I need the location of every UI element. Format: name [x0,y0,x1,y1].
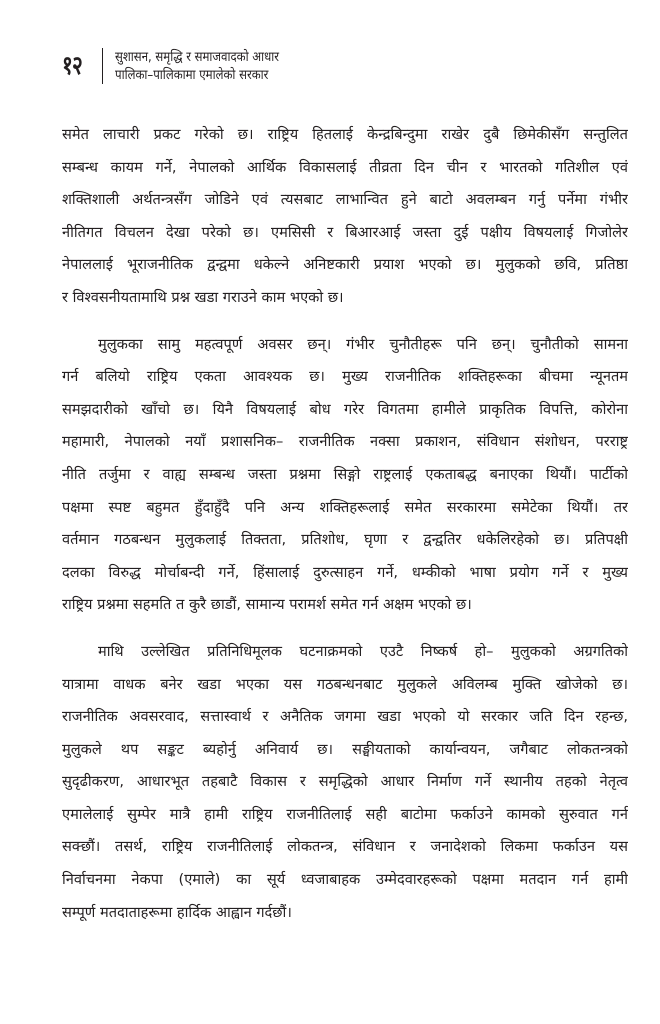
book-title-line-1: सुशासन, समृद्धि र समाजवादको आधार [115,49,280,65]
text-line: वर्तमान गठबन्धन मुलुकलाई तिक्तता, प्रतिशोध, घृणा र द्वन्द्वतिर धकेलिरहेको छ। प्रतिपक्षी [62,531,628,549]
text-line: एमालेलाई सुम्पेर मात्रै हामी राष्ट्रिय राजनीतिलाई सही बाटोमा फर्काउने कामको सुरुवात गर्न [62,805,628,823]
text-line: राजनीतिक अवसरवाद, सत्तास्वार्थ र अनैतिक जगमा खडा भएको यो सरकार जति दिन रहन्छ, [62,708,628,726]
body-text [62,119,628,943]
text-line: सक्छौं। तसर्थ, राष्ट्रिय राजनीतिलाई लोकतन्त्र, संविधान र जनादेशको लिकमा फर्काउन यस [62,838,628,856]
text-line: यात्रामा वाधक बनेर खडा भएका यस गठबन्धनबाट मुलुकले अविलम्ब मुक्ति खोजेको छ। [62,675,628,693]
text-line: नीतिगत विचलन देखा परेको छ। एमसिसी र बिआरआई जस्ता दुई पक्षीय विषयलाई गिजोलेर [62,223,628,241]
text-line: माथि उल्लेखित प्रतिनिधिमूलक घटनाक्रमको एउटै निष्कर्ष हो– मुलुकको अग्रगतिको [98,642,628,660]
text-line: मुलुकका सामु महत्वपूर्ण अवसर छन्। गंभीर चुनौतीहरू पनि छन्। चुनौतीको सामना [98,335,628,353]
paragraph-1 [62,119,628,315]
text-line: दलका विरुद्ध मोर्चाबन्दी गर्ने, हिंसालाई दुरुत्साहन गर्ने, धम्कीको भाषा प्रयोग गर्ने र मुख्य [62,563,628,581]
text-line: महामारी, नेपालको नयाँ प्रशासनिक– राजनीतिक नक्सा प्रकाशन, संविधान संशोधन, परराष्ट्र [62,433,628,451]
paragraph-2 [62,329,628,622]
text-line: समझदारीको खाँचो छ। यिनै विषयलाई बोध गरेर विगतमा हामीले प्राकृतिक विपत्ति, कोरोना [62,400,628,418]
page-number: १२ [62,51,83,81]
text-line: राष्ट्रिय प्रश्नमा सहमति त कुरै छाडौं, सामान्य परामर्श समेत गर्न अक्षम भएको छ। [62,596,472,614]
text-line: सम्बन्ध कायम गर्ने, नेपालको आर्थिक विकासलाई तीव्रता दिन चीन र भारतको गतिशील एवं [62,158,628,176]
book-title-line-2: पालिका–पालिकामा एमालेको सरकार [115,67,269,83]
text-line: र विश्वसनीयतामाथि प्रश्न खडा गराउने काम भएको छ। [62,288,344,306]
text-line: निर्वाचनमा नेकपा (एमाले) का सूर्य ध्वजाबाहक उम्मेदवारहरूको पक्षमा मतदान गर्न हामी [62,871,628,889]
header-divider [102,48,103,84]
text-line: नीति तर्जुमा र वाह्य सम्बन्ध जस्ता प्रश्नमा सिङ्गो राष्ट्रलाई एकताबद्ध बनाएका थियौं। पार्टीको [62,465,628,483]
text-line: गर्न बलियो राष्ट्रिय एकता आवश्यक छ। मुख्य राजनीतिक शक्तिहरूका बीचमा न्यूनतम [62,368,628,386]
text-line: सम्पूर्ण मतदाताहरूमा हार्दिक आह्वान गर्दछौं। [62,903,292,921]
text-line: सुदृढीकरण, आधारभूत तहबाटै विकास र समृद्धिको आधार निर्माण गर्ने स्थानीय तहको नेतृत्व [62,773,628,791]
text-line: मुलुकले थप सङ्कट ब्यहोर्नु अनिवार्य छ। सङ्घीयताको कार्यान्वयन, जगैबाट लोकतन्त्रको [62,740,628,758]
text-line: पक्षमा स्पष्ट बहुमत हुँदाहुँदै पनि अन्य शक्तिहरूलाई समेत सरकारमा समेटेका थियौं। तर [62,498,628,516]
paragraph-3 [62,636,628,929]
text-line: नेपाललाई भूराजनीतिक द्वन्द्वमा धकेल्ने अनिष्टकारी प्रयाश भएको छ। मुलुकको छवि, प्रतिष्ठा [62,256,628,274]
text-line: शक्तिशाली अर्थतन्त्रसँग जोडिने एवं त्यसबाट लाभान्वित हुने बाटो अवलम्बन गर्नु पर्नेमा गंभीर [62,191,628,209]
text-line: समेत लाचारी प्रकट गरेको छ। राष्ट्रिय हितलाई केन्द्रबिन्दुमा राखेर दुबै छिमेकीसँग सन्तुलित [62,126,628,143]
book-title [115,48,279,84]
running-head [62,48,306,84]
